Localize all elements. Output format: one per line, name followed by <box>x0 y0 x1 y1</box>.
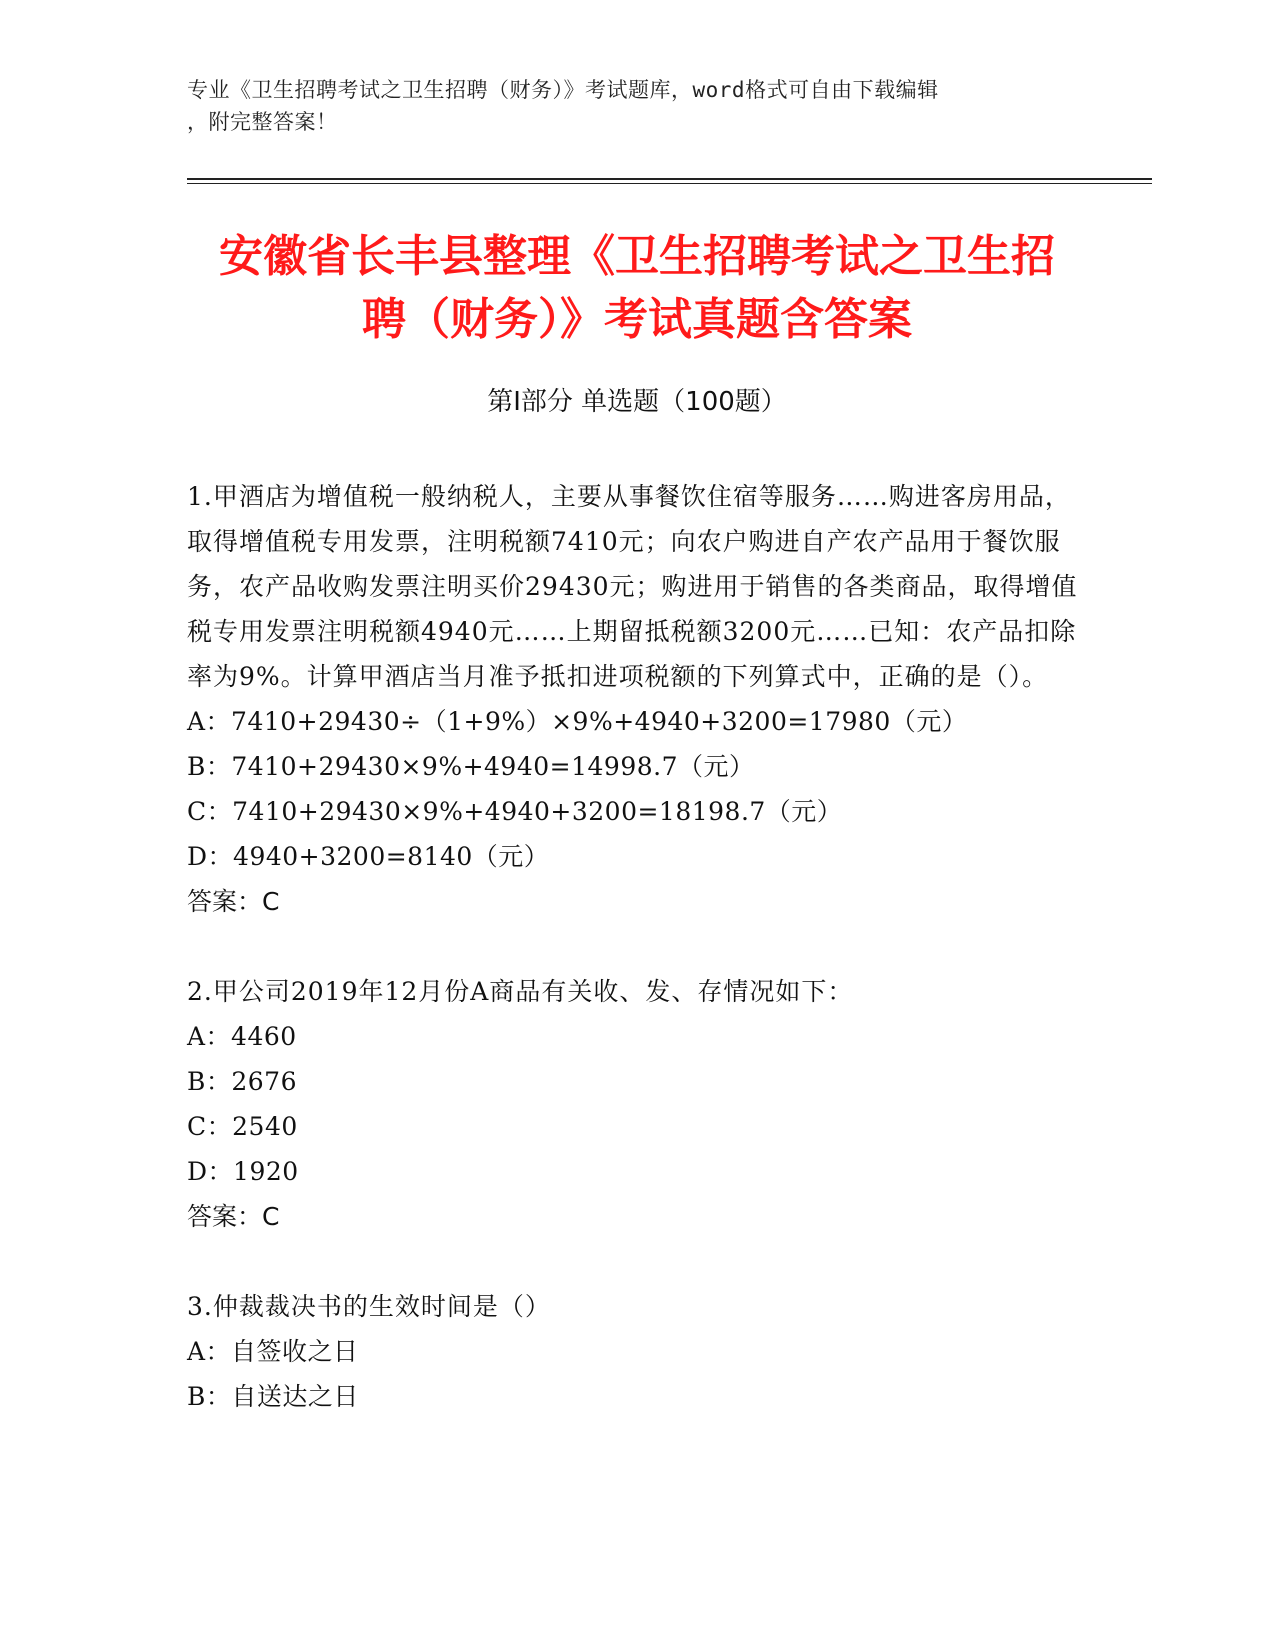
header-note-line-2: ，附完整答案！ <box>187 110 338 134</box>
question-list <box>187 474 1087 1419</box>
option-d: D：1920 <box>187 1157 299 1186</box>
answer-label: 答案：C <box>187 887 280 916</box>
question-3 <box>187 1284 1087 1419</box>
question-text: 1.甲酒店为增值税一般纳税人，主要从事餐饮住宿等服务……购进客房用品，取得增值税专用发票，注明税额7410元；向农户购进自产农产品用于餐饮服务，农产品收购发票注明买价29430元；购进用于销售的各类商品，取得增值税专用发票注明税额4940元……上期留抵税额3200元……已知：农产品扣除率为9%。计算甲酒店当月准予抵扣进项税额的下列算式中，正确的是（）。 <box>187 482 1078 691</box>
section-title: 第Ⅰ部分 单选题（100题） <box>487 387 787 417</box>
option-a: A：7410+29430÷（1+9%）×9%+4940+3200=17980（元） <box>187 707 968 736</box>
answer-label: 答案：C <box>187 1202 280 1231</box>
header-note <box>187 74 1087 138</box>
header-divider-thick <box>187 178 1152 180</box>
header-divider-thin <box>187 183 1152 184</box>
option-b: B：自送达之日 <box>187 1382 359 1411</box>
document-title <box>187 225 1087 351</box>
question-1 <box>187 474 1087 924</box>
document-title-line-1: 安徽省长丰县整理《卫生招聘考试之卫生招 <box>219 231 1055 282</box>
option-d: D：4940+3200=8140（元） <box>187 842 550 871</box>
question-2 <box>187 969 1087 1239</box>
question-text: 2.甲公司2019年12月份A商品有关收、发、存情况如下： <box>187 977 854 1006</box>
option-a: A：自签收之日 <box>187 1337 359 1366</box>
option-b: B：2676 <box>187 1067 297 1096</box>
question-spacer <box>187 924 1087 969</box>
question-spacer <box>187 1239 1087 1284</box>
option-c: C：2540 <box>187 1112 298 1141</box>
option-c: C：7410+29430×9%+4940+3200=18198.7（元） <box>187 797 843 826</box>
header-note-line-1: 专业《卫生招聘考试之卫生招聘（财务）》考试题库，word格式可自由下载编辑 <box>187 78 939 102</box>
option-b: B：7410+29430×9%+4940=14998.7（元） <box>187 752 755 781</box>
question-text: 3.仲裁裁决书的生效时间是（） <box>187 1292 551 1321</box>
option-a: A：4460 <box>187 1022 297 1051</box>
document-title-line-2: 聘（财务）》考试真题含答案 <box>362 294 912 345</box>
